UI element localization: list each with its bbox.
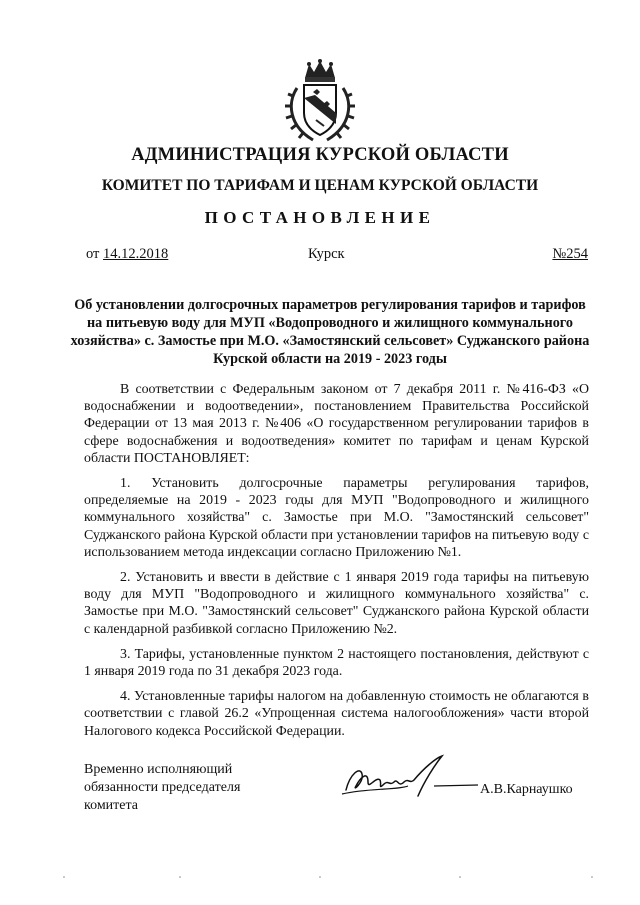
signer-title-line2: обязанности председателя xyxy=(84,780,241,795)
item-3-paragraph: 3. Тарифы, установленные пунктом 2 настоящего постановления, действуют с 1 января 2019 года по 31 декабря 2023 года. xyxy=(84,646,589,680)
document-number: №254 xyxy=(552,246,588,262)
document-body xyxy=(84,381,589,748)
signer-name: А.В.Карнаушко xyxy=(480,782,573,797)
item-2-paragraph: 2. Установить и ввести в действие с 1 января 2019 года тарифы на питьевую воду для МУП "Водопроводного и жилищного коммунального хозяйства" с. Замостье при М.О. "Замостянский сельсовет" Суджанского района Курской области с календарной разбивкой согласно Приложению №2. xyxy=(84,570,589,637)
document-date-wrap xyxy=(86,246,168,263)
item-4-paragraph: 4. Установленные тарифы налогом на добавленную стоимость не облагаются в соответствии с главой 26.2 «Упрощенная система налогообложения» части второй Налогового кодекса Российской Федерации. xyxy=(84,689,589,739)
signer-title-line3: комитета xyxy=(84,798,139,813)
date-prefix: от xyxy=(86,246,104,262)
signer-title xyxy=(84,761,240,815)
document-city: Курск xyxy=(308,246,345,262)
document-type: ПОСТАНОВЛЕНИЕ xyxy=(204,208,436,227)
document-subject: Об установлении долгосрочных параметров регулирования тарифов и тарифов на питьевую воду для МУП «Водопроводного и жилищного коммунального хозяйства» с. Замостье при М.О. «Замостянский сельсовет» Суджанского района Курской области на 2019 - 2023 годы xyxy=(70,297,590,367)
committee-title: КОМИТЕТ ПО ТАРИФАМ И ЦЕНАМ КУРСКОЙ ОБЛАСТИ xyxy=(101,177,539,194)
item-1-paragraph: 1. Установить долгосрочные параметры регулирования тарифов, определяемые на 2019 - 2023 годы для МУП "Водопроводного и жилищного коммунального хозяйства" с. Замостье при М.О. "Замостянский сельсовет" Суджанского района Курской области при установлении тарифов на питьевую воду с использованием метода индексации согласно Приложению №1. xyxy=(84,476,589,560)
dateline xyxy=(86,246,588,266)
signer-title-line1: Временно исполняющий xyxy=(84,762,233,777)
preamble-paragraph: В соответствии с Федеральным законом от 7 декабря 2011 г. №416-ФЗ «О водоснабжении и водоотведении», постановлением Правительства Российской Федерации от 13 мая 2013 г. №406 «О государственном регулировании тарифов в сфере водоснабжения и водоотведения» комитет по тарифам и ценам Курской области ПОСТАНОВЛЯЕТ: xyxy=(84,382,589,466)
administration-title: АДМИНИСТРАЦИЯ КУРСКОЙ ОБЛАСТИ xyxy=(131,145,509,165)
handwritten-signature xyxy=(338,752,480,804)
coat-of-arms-icon xyxy=(283,58,357,144)
scan-noise-dots xyxy=(60,874,600,880)
document-date: 14.12.2018 xyxy=(103,246,169,262)
